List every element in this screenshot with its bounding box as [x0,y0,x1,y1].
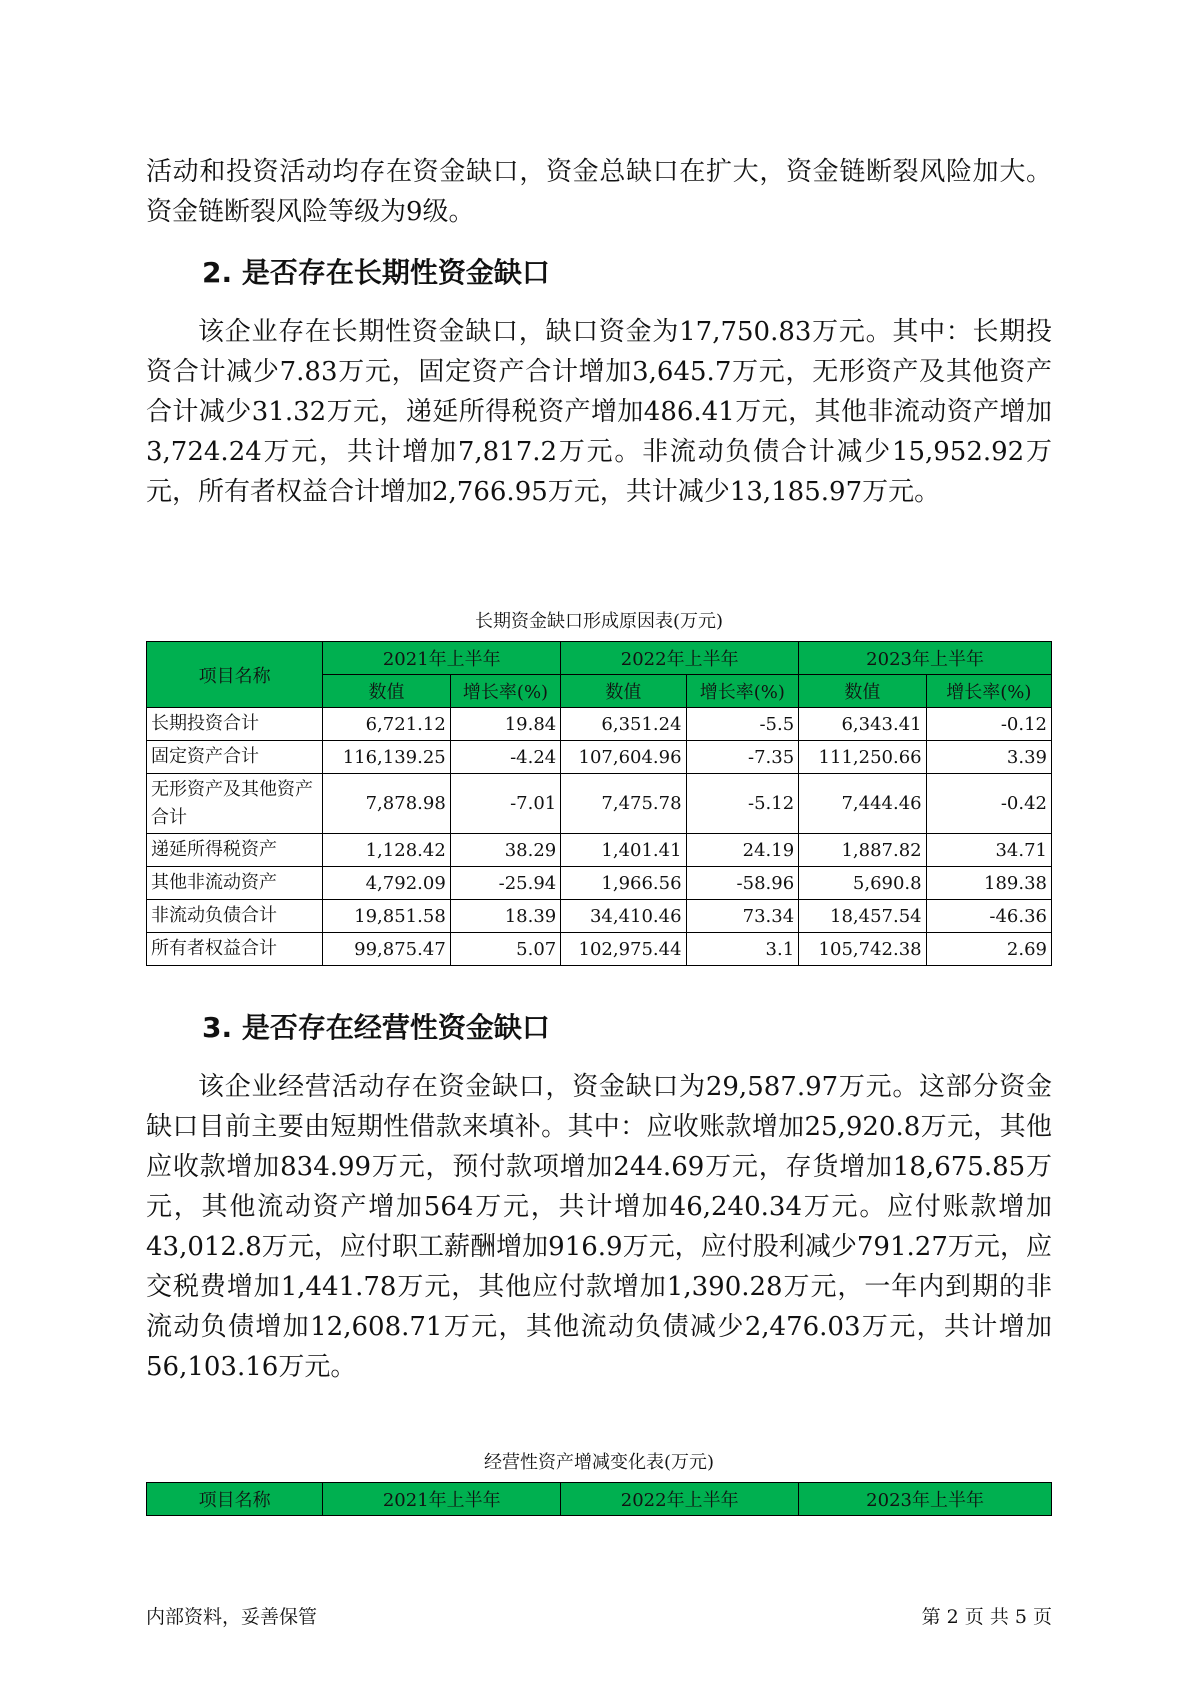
cell-value: 6,351.24 [561,708,686,741]
cell-value: 18,457.54 [799,900,926,933]
cell-value: 99,875.47 [323,933,450,966]
cell-value: 107,604.96 [561,741,686,774]
cell-growth: 18.39 [450,900,560,933]
cell-growth: -25.94 [450,867,560,900]
header-growth: 增长率(%) [450,675,560,708]
cell-growth: 34.71 [926,834,1051,867]
table-caption-long-term: 长期资金缺口形成原因表(万元) [474,611,724,632]
paragraph-operating-gap: 该企业经营活动存在资金缺口，资金缺口为29,587.97万元。这部分资金缺口目前主要由短期性借款来填补。其中：应收账款增加25,920.8万元，其他应收款增加834.99万元，预付款项增加244.69万元，存货增加18,675.85万元，其他流动资产增加564万元，共计增加46,240.34万元。应付账款增加43,012.8万元，应付职工薪酬增加916.9万元，应付股利减少791.27万元，应交税费增加1,441.78万元，其他应付款增加1,390.28万元，一年内到期的非流动负债增加12,608.71万元，其他流动负债减少2,476.03万元，共计增加56,103.16万元。 [146,1072,1052,1382]
row-label: 长期投资合计 [147,708,323,741]
header-growth: 增长率(%) [926,675,1051,708]
header-item-name: 项目名称 [147,1483,323,1516]
header-growth: 增长率(%) [686,675,799,708]
cell-growth: 5.07 [450,933,560,966]
cell-value: 19,851.58 [323,900,450,933]
cell-growth: 3.1 [686,933,799,966]
header-value: 数值 [561,675,686,708]
table-row [147,834,1052,867]
row-label: 递延所得税资产 [147,834,323,867]
header-year: 2023年上半年 [799,1483,1052,1516]
header-year: 2023年上半年 [799,642,1052,675]
cell-value: 6,343.41 [799,708,926,741]
cell-growth: 19.84 [450,708,560,741]
cell-value: 6,721.12 [323,708,450,741]
operating-assets-table [146,1482,1052,1516]
table-row [147,933,1052,966]
cell-value: 102,975.44 [561,933,686,966]
cell-growth: -7.01 [450,774,560,834]
cell-growth: 2.69 [926,933,1051,966]
header-year: 2022年上半年 [561,1483,799,1516]
row-label: 所有者权益合计 [147,933,323,966]
row-label: 无形资产及其他资产合计 [147,774,323,834]
cell-growth: 189.38 [926,867,1051,900]
section-heading-operating-gap: 3. 是否存在经营性资金缺口 [202,1011,550,1044]
header-value: 数值 [799,675,926,708]
cell-growth: -58.96 [686,867,799,900]
cell-growth: -5.5 [686,708,799,741]
cell-value: 1,401.41 [561,834,686,867]
cell-value: 7,475.78 [561,774,686,834]
cell-value: 105,742.38 [799,933,926,966]
row-label: 其他非流动资产 [147,867,323,900]
cell-value: 7,444.46 [799,774,926,834]
header-year: 2022年上半年 [561,642,799,675]
long-term-gap-table [146,641,1052,966]
paragraph-long-term-gap: 该企业存在长期性资金缺口，缺口资金为17,750.83万元。其中：长期投资合计减少7.83万元，固定资产合计增加3,645.7万元，无形资产及其他资产合计减少31.32万元，递延所得税资产增加486.41万元，其他非流动资产增加3,724.24万元，共计增加7,817.2万元。非流动负债合计减少15,952.92万元，所有者权益合计增加2,766.95万元，共计减少13,185.97万元。 [146,317,1052,507]
table-row [147,708,1052,741]
cell-value: 5,690.8 [799,867,926,900]
header-item-name: 项目名称 [147,642,323,708]
header-year: 2021年上半年 [323,1483,561,1516]
row-label: 固定资产合计 [147,741,323,774]
cell-value: 111,250.66 [799,741,926,774]
cell-growth: 73.34 [686,900,799,933]
table-row [147,867,1052,900]
table-row [147,741,1052,774]
header-year: 2021年上半年 [323,642,561,675]
footer-page-number: 第 2 页 共 5 页 [921,1606,1052,1628]
cell-value: 1,128.42 [323,834,450,867]
table-row [147,900,1052,933]
table-row [147,774,1052,834]
cell-growth: -0.42 [926,774,1051,834]
header-value: 数值 [323,675,450,708]
cell-value: 1,966.56 [561,867,686,900]
cell-growth: -46.36 [926,900,1051,933]
cell-growth: -0.12 [926,708,1051,741]
cell-value: 1,887.82 [799,834,926,867]
section-heading-long-term-gap: 2. 是否存在长期性资金缺口 [202,256,550,289]
cell-value: 4,792.09 [323,867,450,900]
cell-growth: -4.24 [450,741,560,774]
cell-growth: 24.19 [686,834,799,867]
table-caption-operating: 经营性资产增减变化表(万元) [483,1452,715,1473]
paragraph-risk-summary: 活动和投资活动均存在资金缺口，资金总缺口在扩大，资金链断裂风险加大。资金链断裂风险等级为9级。 [146,157,1052,227]
footer-confidential-note: 内部资料，妥善保管 [146,1606,318,1628]
cell-value: 34,410.46 [561,900,686,933]
row-label: 非流动负债合计 [147,900,323,933]
cell-value: 116,139.25 [323,741,450,774]
cell-growth: 38.29 [450,834,560,867]
cell-growth: 3.39 [926,741,1051,774]
cell-value: 7,878.98 [323,774,450,834]
cell-growth: -7.35 [686,741,799,774]
cell-growth: -5.12 [686,774,799,834]
